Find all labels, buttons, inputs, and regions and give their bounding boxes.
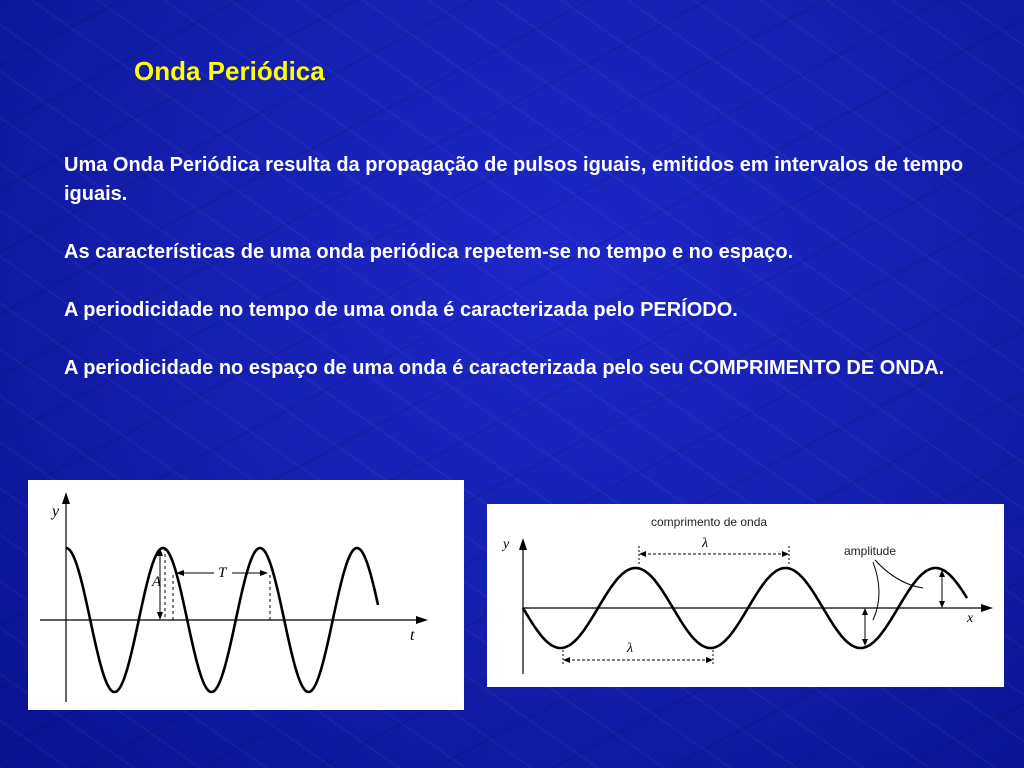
period-label: T [218,565,227,581]
y-axis-label: y [52,503,60,520]
time-wave-figure [28,480,464,710]
space-wave-diagram [487,504,1004,687]
slide-body [64,151,1014,412]
lambda-bottom-label: λ [627,641,634,656]
space-wave-figure [487,504,1004,687]
x-axis-arrow [981,604,993,612]
y-axis-arrow [62,492,70,504]
amplitude-label: amplitude [844,544,897,558]
amplitude-pointer-right [875,560,923,588]
y-axis-label: y [503,537,510,552]
t-axis-label: t [410,627,415,644]
slide-title: Onda Periódica [134,56,325,86]
time-wave-diagram [28,480,464,710]
y-axis-arrow [519,538,527,550]
t-axis-arrow [416,616,428,624]
lambda-top-label: λ [702,536,709,551]
paragraph-wavelength: A periodicidade no espaço de uma onda é caracterizada pelo seu COMPRIMENTO DE ONDA. [64,357,945,379]
amplitude-label: A [152,574,162,590]
x-axis-label: x [967,611,974,626]
amplitude-pointer-left [873,562,879,620]
wavelength-title: comprimento de onda [651,515,768,529]
paragraph-characteristics: As características de uma onda periódica repetem-se no tempo e no espaço. [64,241,794,263]
paragraph-period: A periodicidade no tempo de uma onda é caracterizada pelo PERÍODO. [64,299,738,321]
paragraph-definition: Uma Onda Periódica resulta da propagação de pulsos iguais, emitidos em intervalos de tempo iguais. [64,154,964,205]
